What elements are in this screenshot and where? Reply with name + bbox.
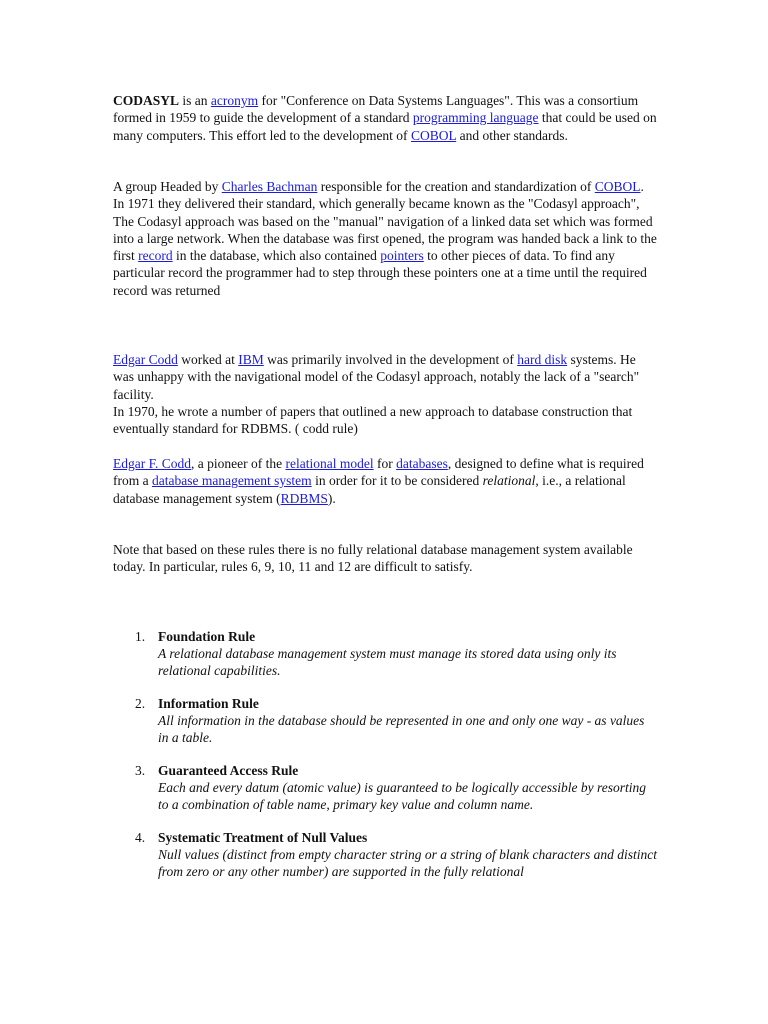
rule-number: 2. [135,696,146,711]
rule-description: Each and every datum (atomic value) is guaranteed to be logically accessible by resorting to a combination of table name, primary key value and column name. [158,780,646,813]
relational-model-link[interactable]: relational model [285,456,374,471]
record-link[interactable]: record [138,248,173,264]
rule-title: Guaranteed Access Rule [158,763,299,778]
rule-item [0,762,768,829]
edgar-f-codd-link[interactable]: Edgar F. Codd [113,456,192,471]
dbms-link[interactable]: database management system [151,473,312,489]
cobol-link[interactable]: COBOL [410,127,457,143]
rule-description: All information in the database should be represented in one and only one way - as values in a table. [158,713,645,746]
codd-text: was primarily involved in the development of [263,352,518,367]
bachman-text: to other pieces of data. To find any particular record the programmer had to step through these pointers one at a time until the required record was returned [113,248,647,298]
codasyl-term: CODASYL [113,93,180,108]
charles-bachman-link[interactable]: Charles Bachman [221,179,318,194]
bachman-paragraph [113,178,658,299]
codd-rule-text: In 1970, he wrote a number of papers that outlined a new approach to database construction that eventually standard for RDBMS. ( codd rule) [113,403,633,437]
bachman-text: responsible for the creation and standardization of [317,179,595,194]
rule-item [0,695,768,762]
pioneer-text: , designed to define what is required from a [113,456,644,489]
bachman-text: . In 1971 they delivered their standard, which generally became known as the "Codasyl approach", [113,179,644,212]
ibm-link[interactable]: IBM [238,352,264,367]
rule-description: Null values (distinct from empty character string or a string of blank characters and distinct from zero or any other number) are supported in the fully relational [158,847,657,880]
codd-text: worked at [177,352,239,367]
note-paragraph: Note that based on these rules there is no fully relational database management system available today. In particular, rules 6, 9, 10, 11 and 12 are difficult to satisfy. [113,542,633,575]
pioneer-text: ). [327,490,336,506]
pioneer-text: for [373,456,397,471]
cobol-link-2[interactable]: COBOL [594,179,641,194]
pioneer-paragraph [113,455,658,507]
databases-link[interactable]: databases [396,456,448,471]
codd-rules-list [0,628,768,896]
pioneer-text: , i.e., a relational database management system ( [113,473,626,506]
edgar-codd-link[interactable]: Edgar Codd [113,352,178,367]
rule-description: A relational database management system must manage its stored data using only its relational capabilities. [158,646,617,679]
programming-language-link[interactable]: programming language [412,110,539,126]
hard-disk-link[interactable]: hard disk [517,352,568,367]
pioneer-text: , a pioneer of the [191,456,286,471]
relational-emphasis: relational [482,473,536,489]
intro-text: for "Conference on Data Systems Languages". This was a consortium formed in 1959 to guide the development of a standard [113,93,639,126]
bachman-text: in the database, which also contained [172,248,381,264]
intro-paragraph [113,92,658,144]
rdbms-link[interactable]: RDBMS [280,490,328,506]
pioneer-text: in order for it to be considered [311,473,483,489]
intro-text: that could be used on many computers. This effort led to the development of [113,110,657,143]
rule-item [0,628,768,695]
pointers-link[interactable]: pointers [380,248,424,264]
acronym-link[interactable]: acronym [210,93,259,108]
codd-paragraph [113,351,658,437]
rule-number: 1. [135,629,146,644]
rule-title: Foundation Rule [158,629,256,644]
intro-text: and other standards. [456,127,568,143]
codasyl-approach-text: The Codasyl approach was based on the "manual" navigation of a linked data set which was formed into a large network. When the database was first opened, the program was handed back a link to the first [113,213,657,264]
rule-title: Systematic Treatment of Null Values [158,830,368,845]
bachman-text: A group Headed by [113,179,222,194]
rule-number: 4. [135,830,146,845]
rule-title: Information Rule [158,696,259,711]
rule-number: 3. [135,763,146,778]
rule-item [0,829,768,896]
intro-text: is an [179,93,211,108]
codd-text: systems. He was unhappy with the navigational model of the Codasyl approach, notably the lack of a "search" facility. [113,352,640,402]
